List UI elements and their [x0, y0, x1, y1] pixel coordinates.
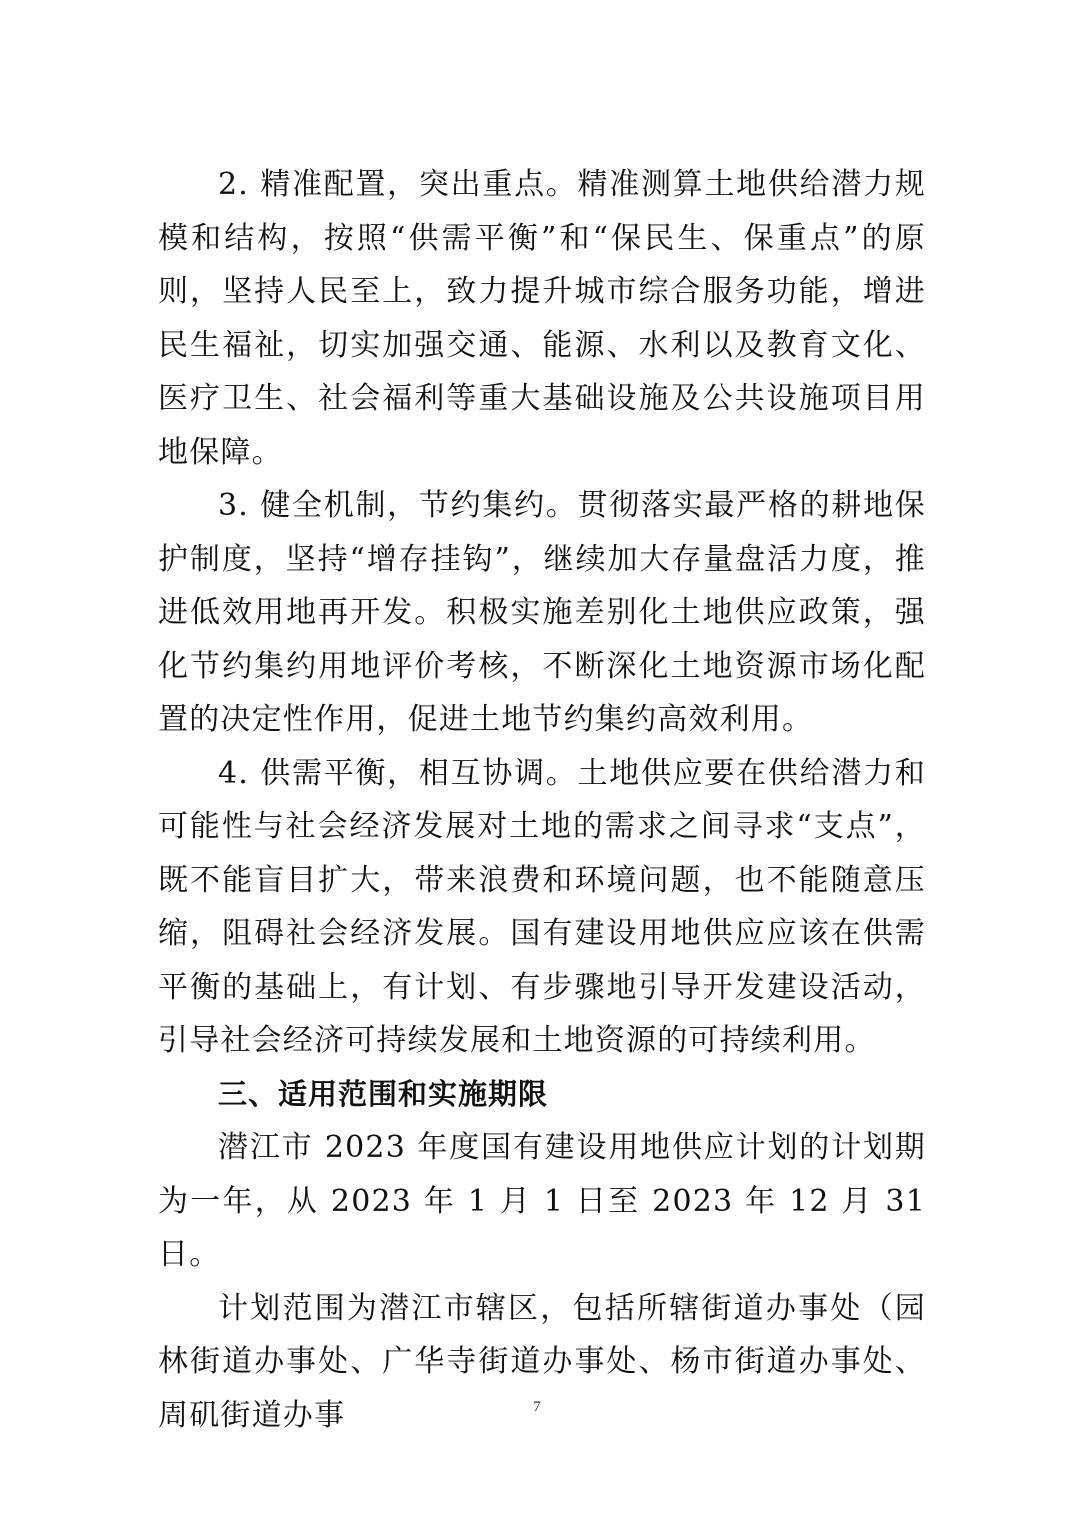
paragraph-supply-demand-balance: 4. 供需平衡，相互协调。土地供应要在供给潜力和可能性与社会经济发展对土地的需求之间寻求“支点”，既不能盲目扩大，带来浪费和环境问题，也不能随意压缩，阻碍社会经济发展。国有建设用地供应应该在供需平衡的基础上，有计划、有步骤地引导开发建设活动，引导社会经济可持续发展和土地资源的可持续利用。 [158, 755, 926, 1058]
page-number: 7 [533, 1399, 541, 1415]
document-body [158, 158, 926, 1442]
paragraph-precise-allocation: 2. 精准配置，突出重点。精准测算土地供给潜力规模和结构，按照“供需平衡”和“保民生、保重点”的原则，坚持人民至上，致力提升城市综合服务功能，增进民生福祉，切实加强交通、能源、水利以及教育文化、医疗卫生、社会福利等重大基础设施及公共设施项目用地保障。 [158, 167, 926, 470]
paragraph-plan-scope: 计划范围为潜江市辖区，包括所辖街道办事处（园林街道办事处、广华寺街道办事处、杨市街道办事处、周矶街道办事 [158, 1290, 926, 1433]
section-heading-scope-period: 三、适用范围和实施期限 [218, 1076, 549, 1111]
paragraph-plan-period: 潜江市 2023 年度国有建设用地供应计划的计划期为一年，从 2023 年 1 月 1 日至 2023 年 12 月 31 日。 [158, 1130, 926, 1272]
paragraph-sound-mechanism: 3. 健全机制，节约集约。贯彻落实最严格的耕地保护制度，坚持“增存挂钩”，继续加大存量盘活力度，推进低效用地再开发。积极实施差别化土地供应政策，强化节约集约用地评价考核，不断深化土地资源市场化配置的决定性作用，促进土地节约集约高效利用。 [158, 488, 926, 737]
